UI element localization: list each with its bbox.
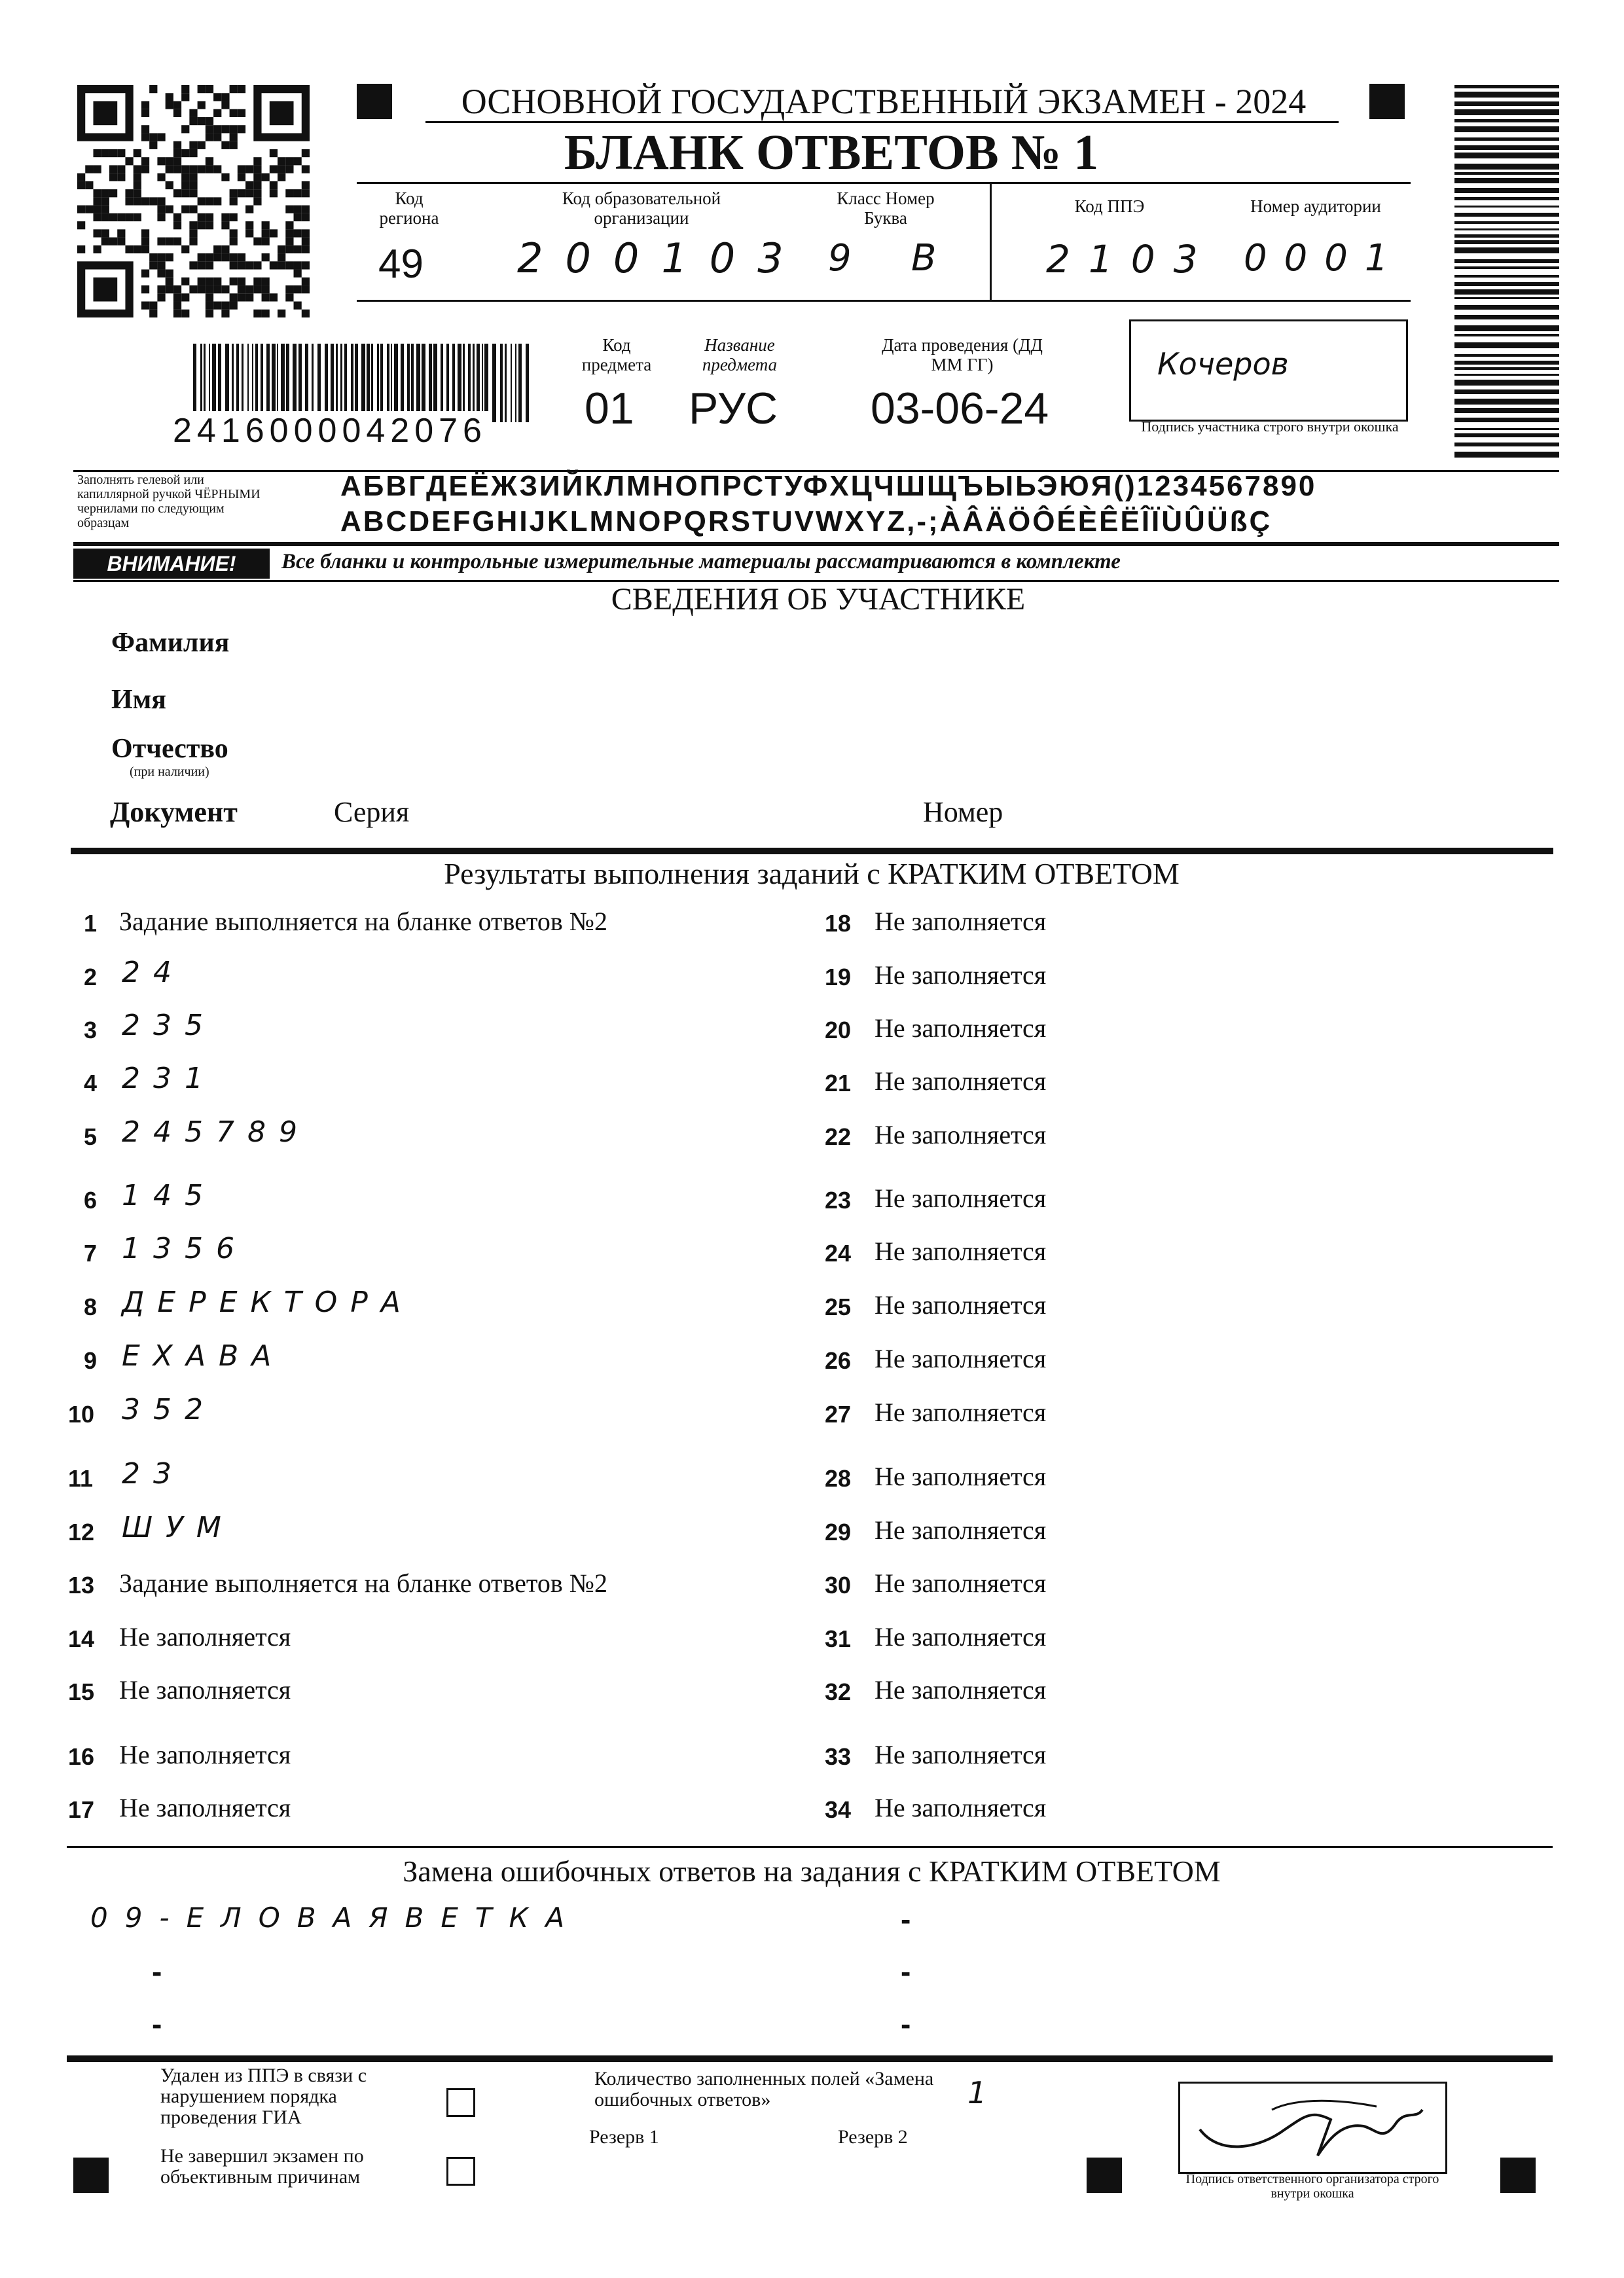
task-answer-text: Не заполняется [875, 1515, 1047, 1545]
organizer-caption: Подпись ответственного организатора строго внутри окошка [1185, 2172, 1439, 2201]
organizer-signature [1180, 2084, 1442, 2169]
subject-code-label: Код предмета [581, 335, 652, 374]
surname-label: Фамилия [111, 628, 230, 658]
task-answer-handwritten: 352 [122, 1393, 216, 1426]
task-answer-text: Не заполняется [875, 1740, 1047, 1769]
results-bottom-line [67, 1846, 1553, 1848]
task-number: 8 [84, 1293, 98, 1320]
not-finished-label: Не завершил экзамен по объективным причинам [160, 2145, 364, 2188]
replacement-section-title: Замена ошибочных ответов на задания с КРАТКИМ ОТВЕТОМ [403, 1854, 1221, 1888]
alignment-marker-bottom-left [73, 2158, 109, 2193]
task-number: 10 [68, 1401, 95, 1428]
task-number: 4 [84, 1070, 98, 1096]
task-answer-handwritten: 24 [122, 956, 185, 989]
class-letter: В [911, 237, 937, 280]
subject-code-value: 01 [585, 384, 634, 433]
ppe-label: Код ППЭ [1074, 196, 1145, 216]
room-value: 0001 [1244, 237, 1405, 280]
task-number: 6 [84, 1187, 98, 1214]
task-answer-text: Не заполняется [875, 1066, 1047, 1096]
participant-section-title: СВЕДЕНИЯ ОБ УЧАСТНИКЕ [611, 582, 1026, 617]
alignment-marker-bottom-mid [1087, 2158, 1122, 2193]
task-number: 26 [825, 1347, 852, 1374]
task-number: 1 [84, 910, 98, 937]
series-label: Серия [334, 796, 410, 828]
number-label: Номер [923, 796, 1003, 828]
replacement-dash-left-3: - [152, 2007, 162, 2041]
room-label: Номер аудитории [1250, 196, 1381, 216]
name-label: Имя [111, 685, 166, 715]
not-finished-checkbox[interactable] [446, 2157, 475, 2186]
task-number: 2 [84, 964, 98, 990]
task-number: 13 [68, 1572, 95, 1599]
replacement-entry-1: 09-ЕЛОВАЯВЕТКА [90, 1902, 582, 1934]
task-number: 12 [68, 1519, 95, 1546]
task-number: 15 [68, 1678, 95, 1705]
sample-row-latin: ABCDEFGHIJKLMNOPQRSTUVWXYZ,-;ÀÂÄÖÔÉÈÊËÎÏÙÛÜßÇ [340, 505, 1272, 537]
participant-signature: Кочеров [1157, 346, 1289, 382]
reserve-2-label: Резерв 2 [838, 2126, 908, 2148]
reserve-1-label: Резерв 1 [589, 2126, 659, 2148]
task-answer-handwritten: 235 [122, 1009, 216, 1042]
results-top-line [71, 848, 1553, 854]
region-value: 49 [378, 242, 424, 287]
removed-checkbox[interactable] [446, 2088, 475, 2117]
removed-label: Удален из ППЭ в связи с нарушением порядка проведения ГИА [160, 2065, 367, 2128]
fields-divider [990, 183, 992, 301]
class-number: 9 [828, 237, 852, 280]
org-label: Код образовательной организации [562, 189, 721, 228]
task-number: 21 [825, 1070, 852, 1096]
ppe-value: 2103 [1046, 237, 1216, 281]
replacement-count-label: Количество заполненных полей «Замена ошибочных ответов» [594, 2068, 934, 2110]
task-answer-text: Не заполняется [875, 1290, 1047, 1320]
task-answer-text: Не заполняется [119, 1740, 291, 1769]
task-answer-text: Не заполняется [875, 1013, 1047, 1043]
task-answer-handwritten: ЕХАВА [122, 1339, 285, 1373]
results-section-title: Результаты выполнения заданий с КРАТКИМ ОТВЕТОМ [444, 857, 1180, 890]
subject-name-value: РУС [689, 384, 778, 433]
task-number: 29 [825, 1519, 852, 1546]
side-barcode [1454, 85, 1559, 465]
task-answer-handwritten: 231 [122, 1062, 216, 1095]
task-answer-text: Не заполняется [875, 1622, 1047, 1652]
replacement-dash-right-2: - [901, 1955, 911, 1989]
date-value: 03-06-24 [871, 384, 1049, 433]
task-answer-text: Не заполняется [119, 1675, 291, 1705]
task-number: 24 [825, 1240, 852, 1267]
sample-row-cyrillic: АБВГДЕЁЖЗИЙКЛМНОПРСТУФХЦЧШЩЪЫЬЭЮЯ()1234567890 [340, 470, 1317, 502]
fields-bottom-line [357, 300, 1411, 302]
task-answer-text: Не заполняется [875, 1184, 1047, 1213]
task-number: 34 [825, 1796, 852, 1823]
task-number: 28 [825, 1465, 852, 1492]
task-answer-handwritten: 145 [122, 1179, 216, 1212]
alignment-marker-top-left [357, 84, 392, 119]
date-label: Дата проведения (ДД ММ ГГ) [882, 335, 1043, 374]
task-answer-text: Не заполняется [875, 1120, 1047, 1149]
task-number: 11 [68, 1465, 94, 1492]
region-label: Код региона [379, 189, 439, 228]
task-number: 31 [825, 1625, 852, 1652]
task-answer-handwritten: 1356 [122, 1232, 247, 1265]
warning-top-line [73, 542, 1559, 546]
task-number: 3 [84, 1017, 98, 1043]
fields-top-line [357, 182, 1411, 184]
task-answer-text: Задание выполняется на бланке ответов №2 [119, 907, 607, 936]
class-label: Класс Номер Буква [837, 189, 935, 228]
replacement-dash-right-3: - [901, 2007, 911, 2041]
task-number: 7 [84, 1240, 98, 1267]
task-answer-text: Задание выполняется на бланке ответов №2 [119, 1568, 607, 1598]
participant-signature-box [1129, 319, 1408, 422]
patronymic-label: Отчество [111, 734, 228, 764]
task-answer-text: Не заполняется [875, 907, 1047, 936]
task-number: 23 [825, 1187, 852, 1214]
qr-code [77, 85, 310, 317]
warning-text: Все бланки и контрольные измерительные материалы рассматриваются в комплекте [281, 550, 1121, 573]
subject-name-label: Название предмета [702, 335, 778, 374]
task-answer-text: Не заполняется [875, 1237, 1047, 1266]
exam-title: ОСНОВНОЙ ГОСУДАРСТВЕННЫЙ ЭКЗАМЕН - 2024 [461, 82, 1307, 121]
task-number: 30 [825, 1572, 852, 1599]
alignment-marker-top-right [1369, 84, 1405, 119]
form-title: БЛАНК ОТВЕТОВ № 1 [564, 125, 1099, 180]
task-answer-handwritten: 23 [122, 1457, 185, 1491]
task-answer-handwritten: ДЕРЕКТОРА [122, 1286, 414, 1319]
task-answer-text: Не заполняется [875, 1793, 1047, 1822]
footer-top-line [67, 2055, 1553, 2062]
task-number: 20 [825, 1017, 852, 1043]
barcode-number: 2416000042076 [170, 411, 490, 450]
org-value: 200103 [517, 234, 806, 282]
task-answer-text: Не заполняется [119, 1622, 291, 1652]
replacement-dash-left-2: - [152, 1955, 162, 1989]
task-answer-text: Не заполняется [875, 1398, 1047, 1427]
task-answer-handwritten: ШУМ [122, 1511, 234, 1544]
task-number: 32 [825, 1678, 852, 1705]
signature-caption: Подпись участника строго внутри окошка [1141, 418, 1399, 435]
sample-instruction: Заполнять гелевой или капиллярной ручкой ЧЁРНЫМИ чернилами по следующим образцам [77, 473, 261, 530]
task-answer-text: Не заполняется [875, 960, 1047, 990]
organizer-signature-box [1178, 2082, 1447, 2174]
task-answer-text: Не заполняется [875, 1675, 1047, 1705]
task-number: 17 [68, 1796, 95, 1823]
warning-badge: ВНИМАНИЕ! [73, 549, 270, 579]
task-number: 33 [825, 1743, 852, 1770]
patronymic-note: (при наличии) [130, 765, 209, 779]
task-number: 5 [84, 1123, 98, 1150]
task-number: 16 [68, 1743, 95, 1770]
task-number: 18 [825, 910, 852, 937]
task-answer-text: Не заполняется [875, 1568, 1047, 1598]
task-answer-handwritten: 245789 [122, 1115, 310, 1149]
replacement-dash-right-1: - [901, 1902, 911, 1936]
task-answer-text: Не заполняется [119, 1793, 291, 1822]
document-label: Документ [110, 796, 238, 828]
task-answer-text: Не заполняется [875, 1462, 1047, 1491]
replacement-count-value: 1 [967, 2075, 987, 2110]
task-number: 27 [825, 1401, 852, 1428]
task-number: 19 [825, 964, 852, 990]
task-number: 22 [825, 1123, 852, 1150]
title-underline [425, 121, 1339, 123]
task-number: 25 [825, 1293, 852, 1320]
task-number: 14 [68, 1625, 95, 1652]
task-answer-text: Не заполняется [875, 1344, 1047, 1373]
alignment-marker-bottom-right [1500, 2158, 1536, 2193]
task-number: 9 [84, 1347, 98, 1374]
